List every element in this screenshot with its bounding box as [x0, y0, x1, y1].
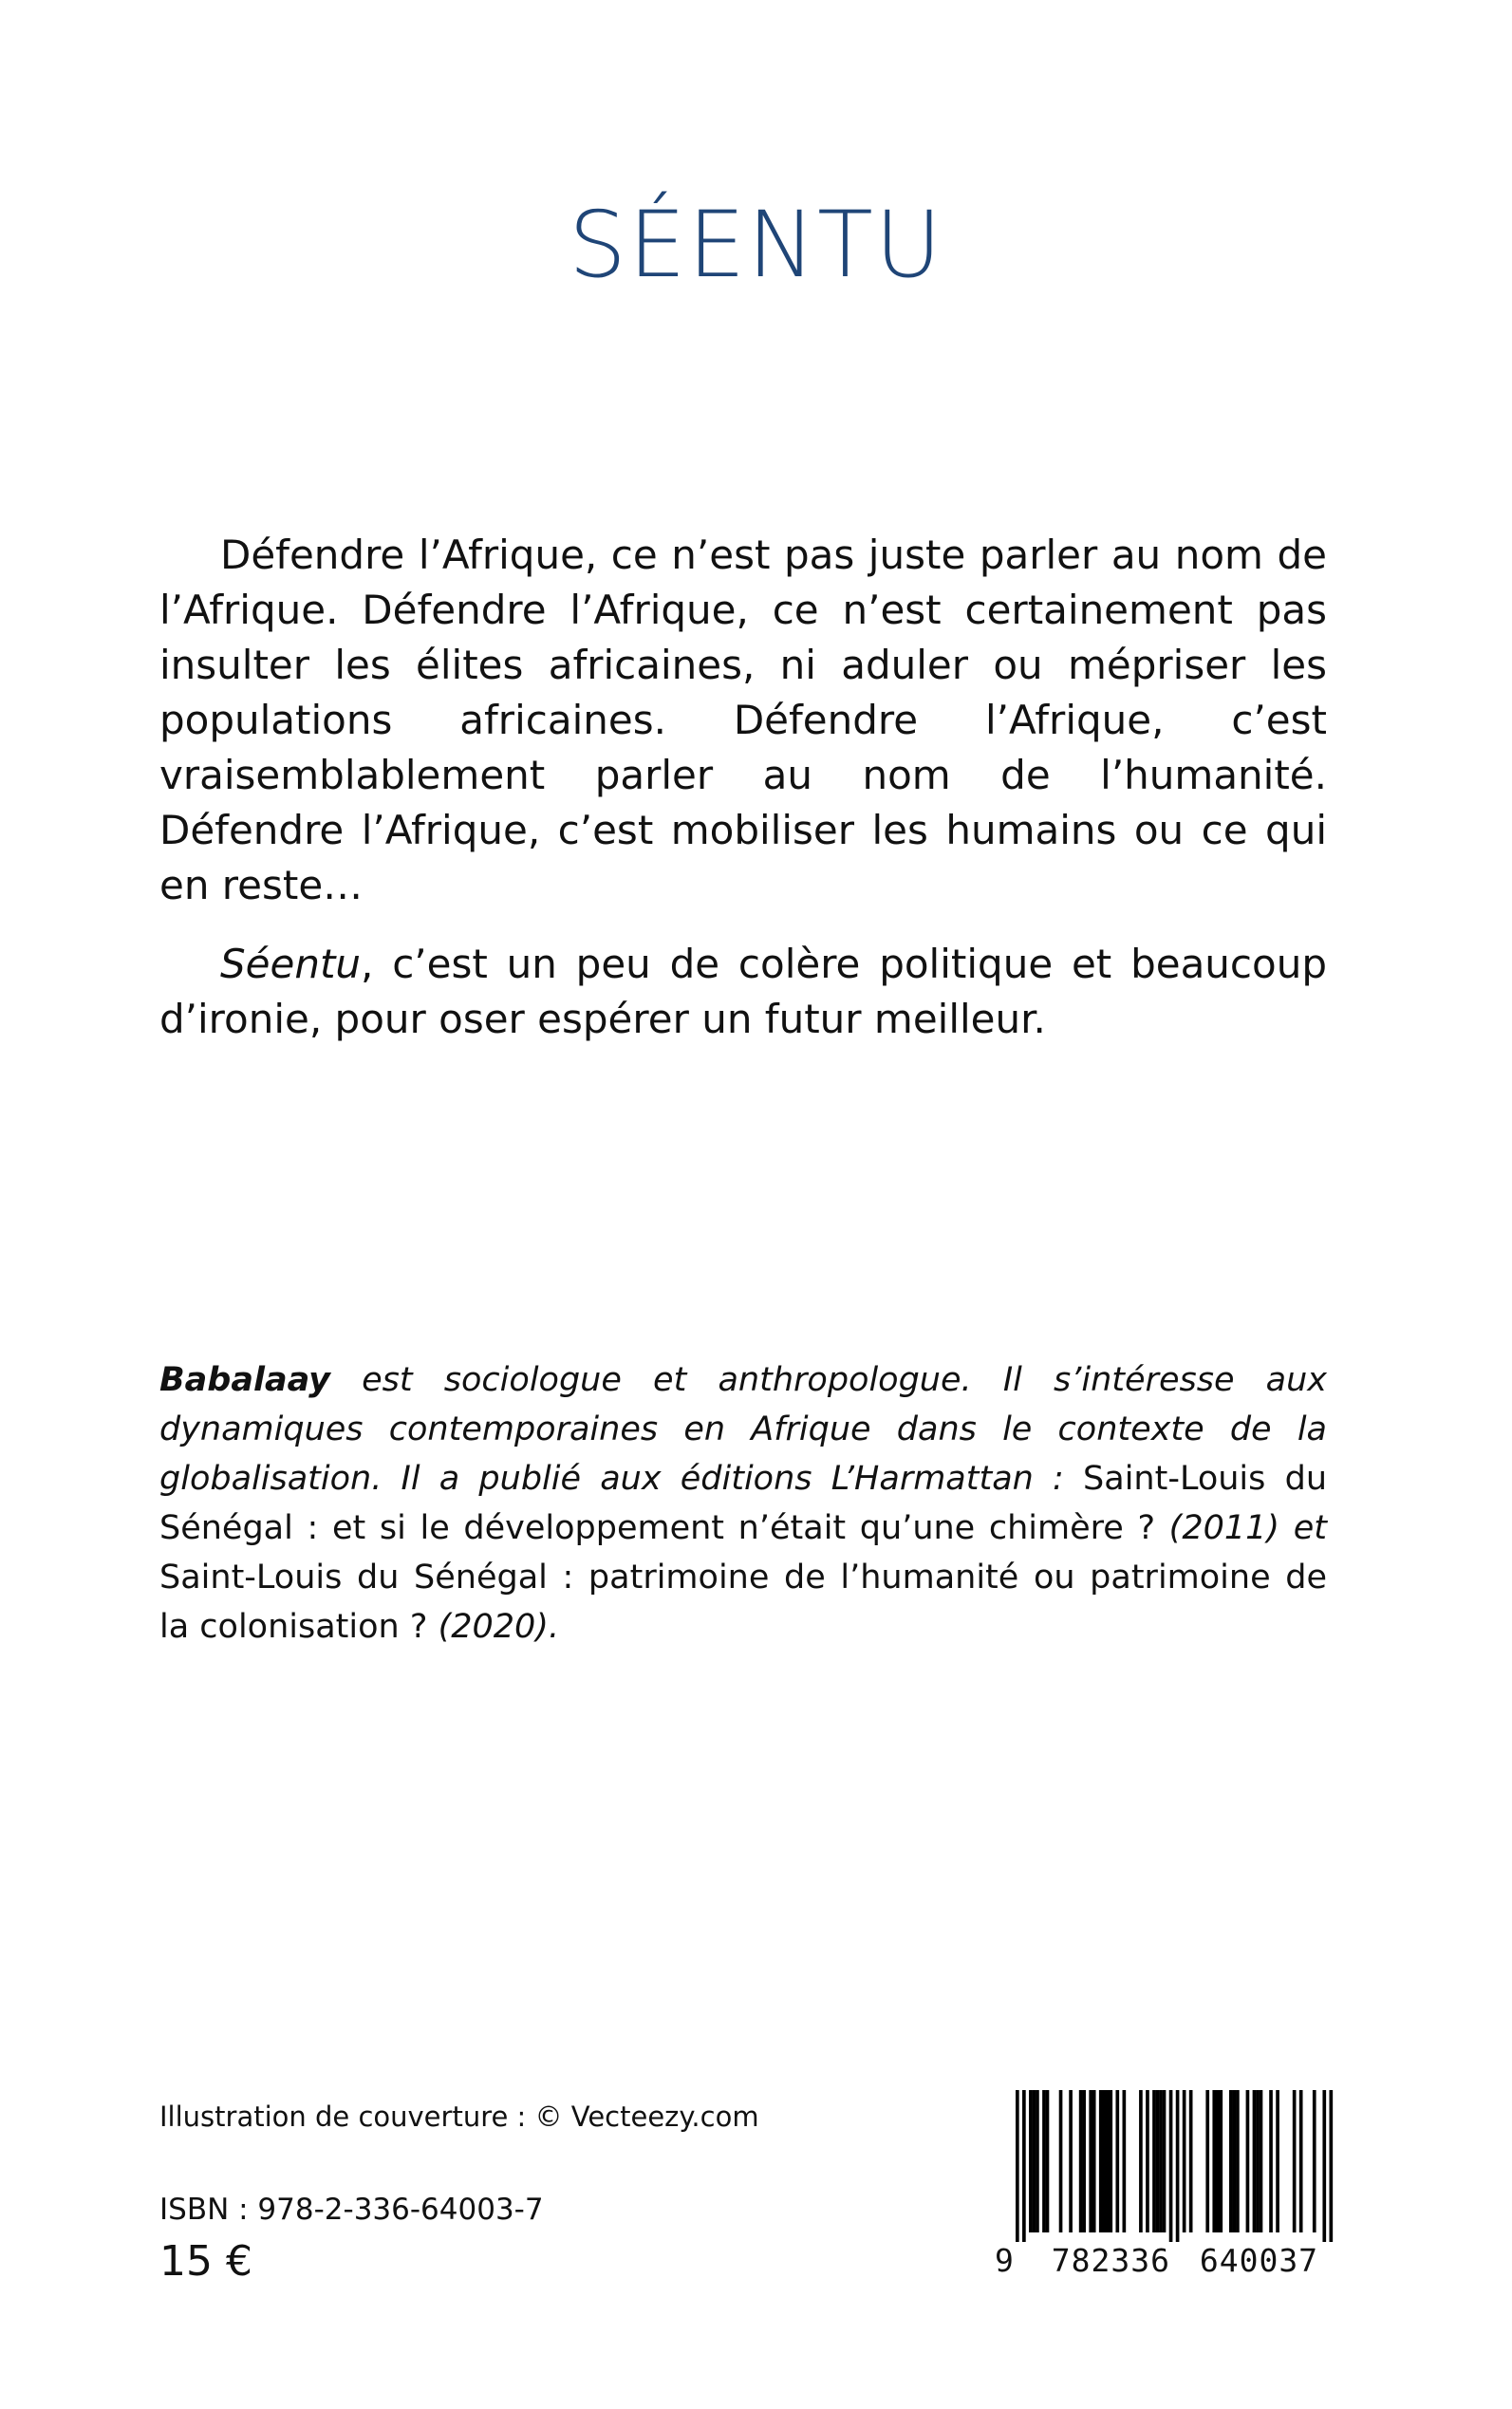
barcode-bar: [1069, 2090, 1073, 2232]
bio-year-1: (2011): [1155, 1509, 1280, 1547]
book-title: SÉENTU: [569, 192, 943, 298]
blurb-paragraph-1: Défendre l’Afrique, ce n’est pas juste parler au nom de l’Afrique. Défendre l’Afrique, ce n’est certainement pas insulter les élites africaines, ni aduler ou mépriser les populations africaines. Défendre l’Afrique, c’est vraisemblablement parler au nom de l’humanité. Défendre l’Afrique, c’est mobiliser les humains ou ce qui en reste…: [159, 532, 1327, 908]
barcode-bar: [1036, 2090, 1039, 2232]
barcode-bar: [1139, 2090, 1143, 2232]
barcode-bar: [1299, 2090, 1303, 2232]
barcode-bar: [1106, 2090, 1110, 2232]
barcode-bar: [1109, 2090, 1112, 2232]
barcode-bar: [1246, 2090, 1250, 2232]
barcode-bar: [1229, 2090, 1233, 2232]
barcode-bar: [1260, 2090, 1263, 2232]
bio-year-2: (2020).: [427, 1608, 560, 1646]
barcode-bar: [1269, 2090, 1273, 2232]
barcode-bar: [1216, 2090, 1220, 2232]
barcode-bar: [1233, 2090, 1237, 2232]
barcode-bar: [1115, 2090, 1119, 2232]
barcode-bar: [1212, 2090, 1216, 2232]
barcode-bar: [1189, 2090, 1193, 2232]
bio-book-2: Saint-Louis du Sénégal : patrimoine de l’humanité ou patrimoine de la colonisation ?: [159, 1559, 1327, 1646]
barcode-bar: [1146, 2090, 1149, 2232]
barcode-bar: [1329, 2090, 1333, 2242]
barcode-bar: [1313, 2090, 1316, 2232]
barcode-bar: [1042, 2090, 1046, 2232]
barcode-first-digit: 9: [995, 2242, 1015, 2279]
barcode-bar: [1219, 2090, 1223, 2232]
barcode-bar: [1159, 2090, 1163, 2232]
blurb-paragraph-2-text: , c’est un peu de colère politique et beaucoup d’ironie, pour oser espérer un futur meilleur.: [159, 941, 1327, 1042]
barcode-bar: [1029, 2090, 1033, 2232]
barcode-bar: [1169, 2090, 1173, 2242]
bio-intro: est sociologue et anthropologue. Il s’intéresse aux dynamiques contemporaines en Afrique dans le contexte de la globalisation. Il a publié aux éditions L’Harmattan :: [159, 1361, 1327, 1498]
bio-book-1: Saint-Louis du Sénégal : et si le développement n’était qu’une chimère ?: [159, 1460, 1327, 1547]
barcode-digits: [995, 2242, 1336, 2280]
author-name: Babalaay: [159, 1361, 330, 1399]
barcode-bar: [1033, 2090, 1036, 2232]
barcode-bar: [1059, 2090, 1063, 2232]
blurb-title-italic: Séentu: [220, 941, 362, 987]
barcode-right-group: 640037: [1199, 2242, 1319, 2279]
barcode-bar: [1276, 2090, 1279, 2232]
barcode-bar: [1322, 2090, 1326, 2242]
barcode-bar: [1123, 2090, 1127, 2232]
barcode-bar: [1079, 2090, 1083, 2232]
barcode-bar: [1256, 2090, 1260, 2232]
barcode-bar: [1156, 2090, 1160, 2232]
barcode-bar: [1046, 2090, 1050, 2232]
barcode-bar: [1022, 2090, 1026, 2242]
barcode-bar: [1102, 2090, 1106, 2232]
blurb-paragraph-2: [159, 937, 1327, 1047]
barcode-bar: [1152, 2090, 1156, 2232]
barcode-bar: [1016, 2090, 1019, 2242]
barcode-bar: [1205, 2090, 1209, 2232]
barcode-bar: [1253, 2090, 1257, 2232]
barcode-bar: [1293, 2090, 1297, 2232]
barcode-bar: [1089, 2090, 1092, 2232]
price: 15 €: [159, 2237, 252, 2286]
barcode-bar: [1163, 2090, 1167, 2232]
barcode-bar: [1183, 2090, 1186, 2232]
illustration-credit: Illustration de couverture : © Vecteezy.com: [159, 2101, 759, 2133]
barcode-bar: [1236, 2090, 1240, 2232]
barcode-left-group: 782336: [1051, 2242, 1170, 2279]
back-cover-blurb: [159, 528, 1327, 1047]
barcode-bar: [1092, 2090, 1096, 2232]
barcode-bar: [1082, 2090, 1086, 2232]
barcode-bar: [1176, 2090, 1180, 2242]
bio-connector: et: [1279, 1509, 1327, 1547]
barcode-bars: [995, 2090, 1336, 2242]
barcode-bar: [1099, 2090, 1103, 2232]
isbn: ISBN : 978-2-336-64003-7: [159, 2193, 544, 2227]
author-bio: [159, 1355, 1327, 1652]
